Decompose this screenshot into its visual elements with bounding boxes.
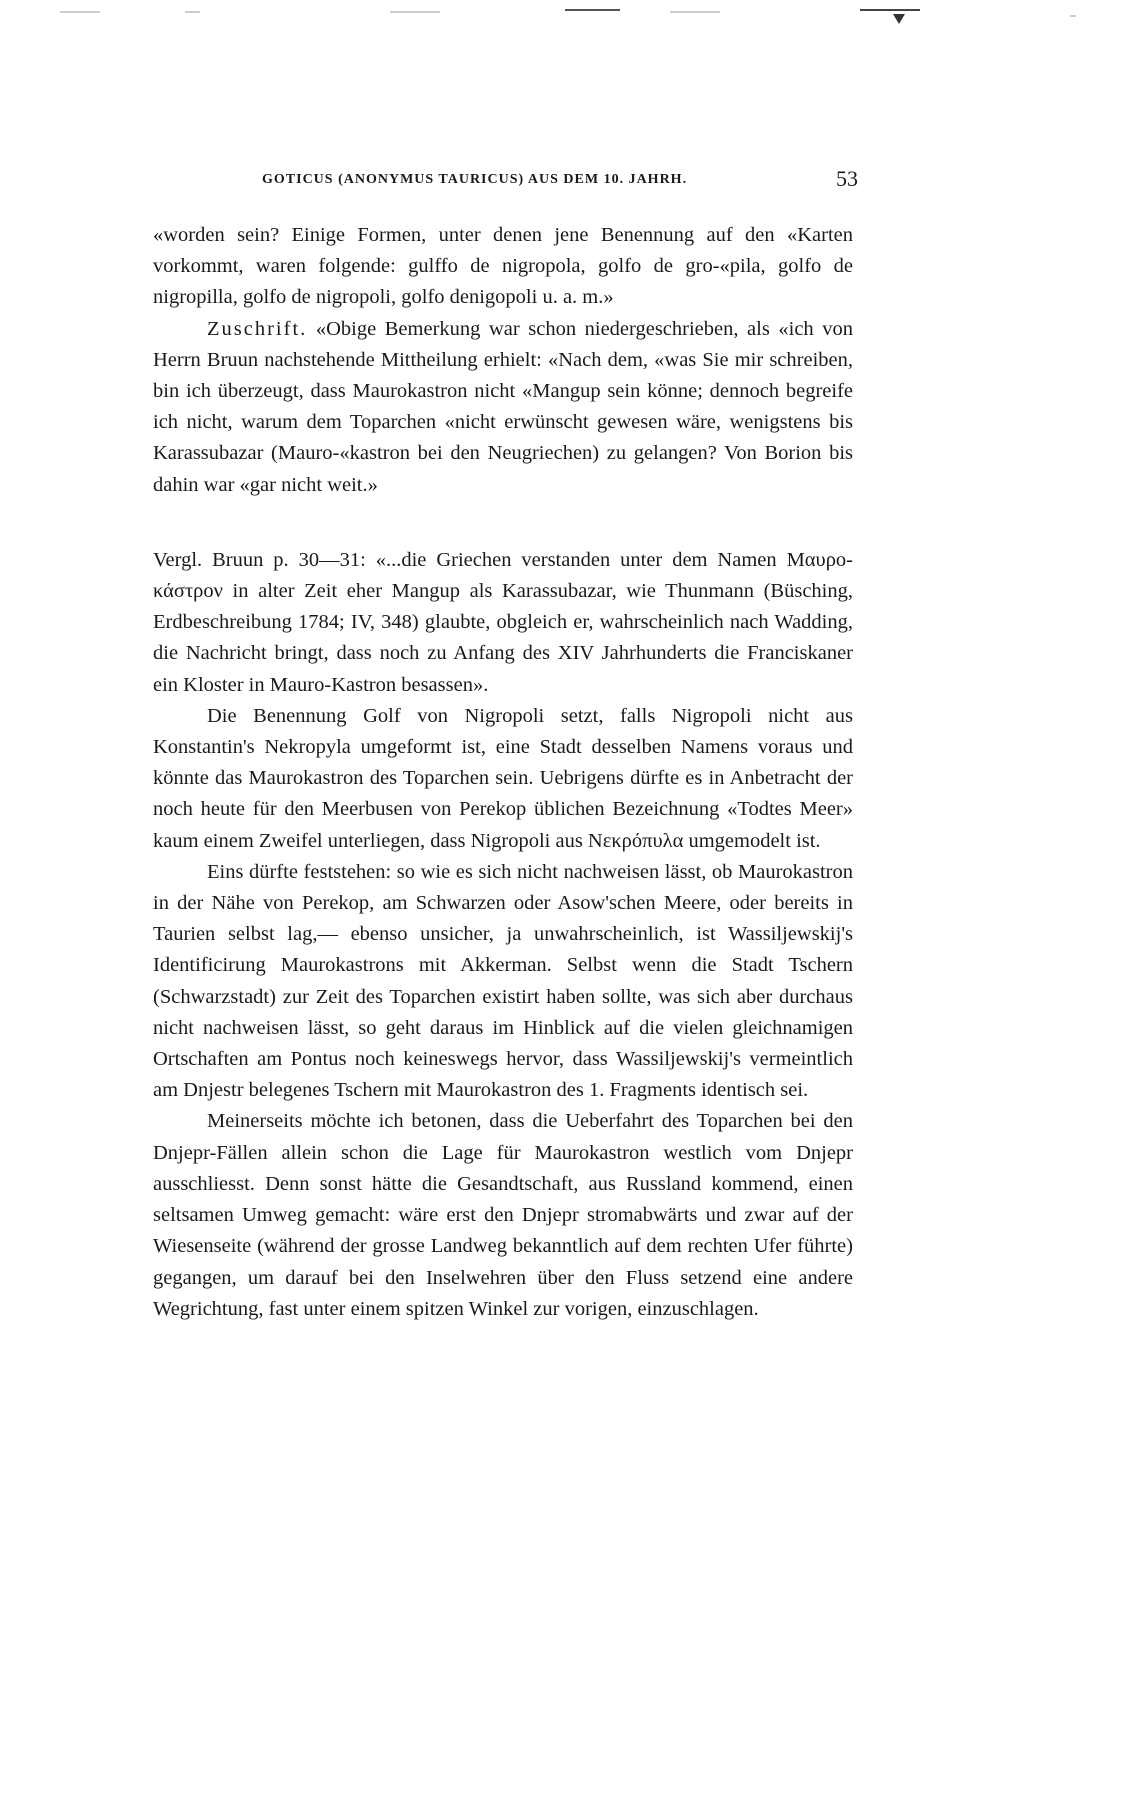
page-body [153, 220, 853, 1325]
paragraph-nigropoli: Die Benennung Golf von Nigropoli setzt, falls Nigropoli nicht aus Konstantin's Nekropyla umgeformt ist, eine Stadt desselben Namens voraus und könnte das Maurokastron des Toparchen sein. Uebrigens dürfte es in Anbetracht der noch heute für den Meerbusen von Perekop üblichen Bezeichnung «Todtes Meer» kaum einem Zweifel unterliegen, dass Nigropoli aus Νεκρόπυλα umgemodelt ist. [153, 704, 853, 852]
paragraph-maurokastron: Eins dürfte feststehen: so wie es sich nicht nachweisen lässt, ob Maurokastron in der Nähe von Perekop, am Schwarzen oder Asow'schen Meere, oder bereits in Taurien selbst lag,— ebenso unsicher, ja unwahrscheinlich, ist Wassiljewskij's Identificirung Maurokastrons mit Akkerman. Selbst wenn die Stadt Tschern (Schwarzstadt) zur Zeit des Toparchen existirt haben sollte, was sich aber durchaus nicht nachweisen lässt, so geht daraus im Hinblick auf die vielen gleichnamigen Ortschaften am Pontus noch keineswegs hervor, dass Wassiljewskij's vermeintlich am Dnjestr belegenes Tschern mit Maurokastron des 1. Fragments identisch sei. [153, 860, 853, 1102]
paragraph-zuschrift [153, 314, 853, 501]
paragraph-bruun-citation: Vergl. Bruun p. 30—31: «...die Griechen verstanden unter dem Namen Μαυρο-κάστρον in alter Zeit eher Mangup als Karassubazar, wie Thunmann (Büsching, Erdbeschreibung 1784; IV, 348) glaubte, obgleich er, wahrscheinlich nach Wadding, die Nachricht bringt, dass noch zu Anfang des XIV Jahrhunderts die Franciskaner ein Kloster in Mauro-Kastron besassen». [153, 548, 853, 696]
zuschrift-text: «Obige Bemerkung war schon niedergeschrieben, als «ich von Herrn Bruun nachstehende Mittheilung erhielt: «Nach dem, «was Sie mir schreiben, bin ich überzeugt, dass Maurokastron nicht «Mangup sein könne; dennoch begreife ich nicht, warum dem Toparchen «nicht erwünscht gewesen wäre, wenigstens bis Karassubazar (Mauro-«kastron bei den Neugriechen) zu gelangen? Von Borion bis dahin war «gar nicht weit.» [153, 317, 853, 496]
paragraph-dnjepr: Meinerseits möchte ich betonen, dass die Ueberfahrt des Toparchen bei den Dnjepr-Fällen allein schon die Lage für Maurokastron westlich vom Dnjepr ausschliesst. Denn sonst hätte die Gesandtschaft, aus Russland kommend, einen seltsamen Umweg gemacht: wäre erst den Dnjepr stromabwärts und zwar auf der Wiesenseite (während der grosse Landweg bekanntlich auf dem rechten Ufer führte) gegangen, um darauf bei den Inselwehren über den Fluss setzend eine andere Wegrichtung, fast unter einem spitzen Winkel zur vorigen, einzuschlagen. [153, 1110, 853, 1320]
paragraph-quote-continuation: «worden sein? Einige Formen, unter denen jene Benennung auf den «Karten vorkommt, waren folgende: gulffo de nigropola, golfo de gro-«pila, golfo de nigropilla, golfo de nigropoli, golfo denigopoli u. a. m.» [153, 224, 853, 309]
running-header [262, 166, 858, 200]
scan-edge-marks [0, 0, 1140, 40]
running-title: GOTICUS (ANONYMUS TAURICUS) AUS DEM 10. JAHRH. [262, 172, 688, 187]
page-number: 53 [836, 166, 858, 191]
zuschrift-label: Zuschrift. [207, 317, 308, 340]
